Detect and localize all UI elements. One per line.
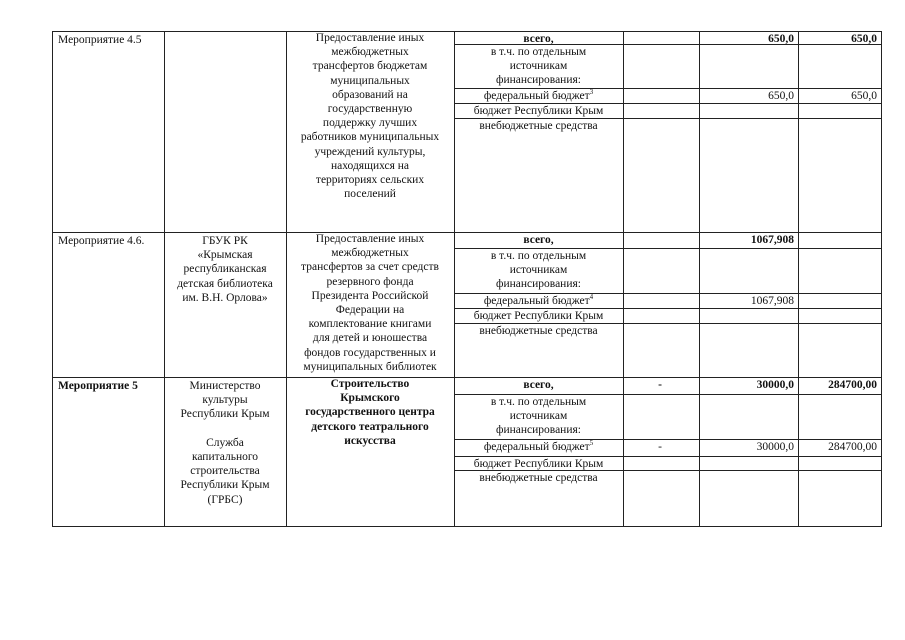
- description-line: детского театрального: [311, 420, 429, 433]
- source-republic-label: бюджет Республики Крым: [473, 105, 604, 117]
- source-extrabudget-label: внебюджетные средства: [479, 472, 598, 484]
- source-including-line: источникам: [509, 410, 568, 423]
- source-including-line: финансирования:: [496, 74, 581, 87]
- description-line: фондов государственных и: [304, 346, 436, 359]
- footnote-mark: 3: [589, 88, 594, 97]
- description-line: Предоставление иных: [315, 32, 425, 44]
- description-line: Федерации на: [335, 304, 405, 316]
- source-federal-label: [454, 294, 623, 308]
- source-including-line: в т.ч. по отдельным: [490, 46, 587, 58]
- executor-line: республиканская: [183, 263, 267, 276]
- grid-line-vertical: [699, 31, 700, 527]
- executor-line: (ГРБС): [207, 493, 243, 506]
- value-federal-col2: 1067,908: [750, 295, 794, 307]
- description-line: образований на: [332, 88, 408, 101]
- description-line: межбюджетных: [331, 46, 409, 59]
- executor-line: ГБУК РК: [202, 235, 248, 247]
- description-line: Президента Российской: [311, 289, 429, 302]
- description-line: Предоставление иных: [315, 233, 425, 245]
- executor-line: Служба: [206, 436, 244, 449]
- source-total-label: всего,: [523, 234, 554, 246]
- footnote-mark: 4: [589, 293, 594, 302]
- source-including-line: источникам: [509, 60, 568, 73]
- event-name: Мероприятие 4.6.: [58, 235, 145, 247]
- value-federal-col2: 650,0: [768, 90, 794, 102]
- executor-line: культуры: [202, 394, 248, 407]
- source-including-line: финансирования:: [496, 278, 581, 291]
- event-name: Мероприятие 5: [58, 380, 138, 392]
- value-federal-col3: 284700,00: [828, 441, 877, 453]
- source-including-line: в т.ч. по отдельным: [490, 250, 587, 262]
- description-line: учреждений культуры,: [314, 145, 426, 158]
- executor-line: строительства: [190, 465, 260, 478]
- source-federal-text: федеральный бюджет: [483, 441, 590, 453]
- source-total-label: всего,: [523, 33, 554, 45]
- source-extrabudget-label: внебюджетные средства: [479, 120, 598, 132]
- description-line: трансфертов за счет средств: [301, 261, 439, 274]
- source-federal-text: федеральный бюджет: [483, 90, 590, 102]
- executor-line: им. В.Н. Орлова»: [182, 291, 268, 304]
- executor-line: детская библиотека: [177, 277, 273, 290]
- value-total-col1: -: [658, 379, 662, 391]
- source-total-label: всего,: [523, 379, 554, 391]
- executor-line: Республики Крым: [180, 408, 270, 421]
- description-line: Строительство: [330, 378, 410, 390]
- value-total-col2: 30000,0: [756, 379, 794, 391]
- value-federal-col1: -: [658, 441, 662, 453]
- description-line: для детей и юношества: [312, 332, 428, 345]
- value-total-col2: 1067,908: [750, 234, 794, 246]
- source-republic-label: бюджет Республики Крым: [473, 310, 604, 322]
- description-line: Крымского: [340, 392, 400, 405]
- executor-line: «Крымская: [197, 249, 253, 262]
- description-line: государственного центра: [305, 406, 435, 419]
- source-including-line: финансирования:: [496, 424, 581, 437]
- executor-line: Министерство: [189, 380, 261, 392]
- source-federal-label: [454, 440, 623, 454]
- value-federal-col3: 650,0: [851, 90, 877, 102]
- source-extrabudget-label: внебюджетные средства: [479, 325, 598, 337]
- description-line: искусства: [344, 434, 396, 447]
- value-total-col3: 650,0: [851, 33, 877, 45]
- description-line: муниципальных: [330, 74, 410, 87]
- event-name: Мероприятие 4.5: [58, 34, 142, 46]
- source-federal-text: федеральный бюджет: [483, 295, 590, 307]
- value-total-col3: 284700,00: [828, 379, 877, 391]
- description-line: территориях сельских: [315, 174, 425, 186]
- description-line: государственную: [327, 103, 413, 115]
- description-line: комплектование книгами: [308, 318, 432, 331]
- grid-line-vertical: [798, 31, 799, 527]
- description-line: поддержку лучших: [322, 117, 418, 130]
- description-line: поселений: [344, 188, 396, 201]
- executor-line: капитального: [191, 451, 259, 463]
- source-including-line: источникам: [509, 264, 568, 277]
- executor-line: Республики Крым: [180, 479, 270, 492]
- value-federal-col2: 30000,0: [756, 441, 794, 453]
- source-republic-label: бюджет Республики Крым: [473, 458, 604, 470]
- footnote-mark: 5: [589, 439, 594, 448]
- description-line: находящихся на: [330, 159, 410, 172]
- source-including-line: в т.ч. по отдельным: [490, 396, 587, 408]
- grid-line-vertical: [881, 31, 882, 527]
- description-line: резервного фонда: [326, 275, 414, 288]
- grid-line-horizontal: [52, 526, 882, 527]
- description-line: муниципальных библиотек: [303, 360, 437, 373]
- grid-line-vertical: [52, 31, 53, 527]
- value-total-col2: 650,0: [768, 33, 794, 45]
- source-federal-label: [454, 89, 623, 103]
- description-line: работников муниципальных: [300, 131, 440, 144]
- description-line: межбюджетных: [331, 247, 409, 260]
- description-line: трансфертов бюджетам: [312, 60, 428, 73]
- grid-line-vertical: [623, 31, 624, 527]
